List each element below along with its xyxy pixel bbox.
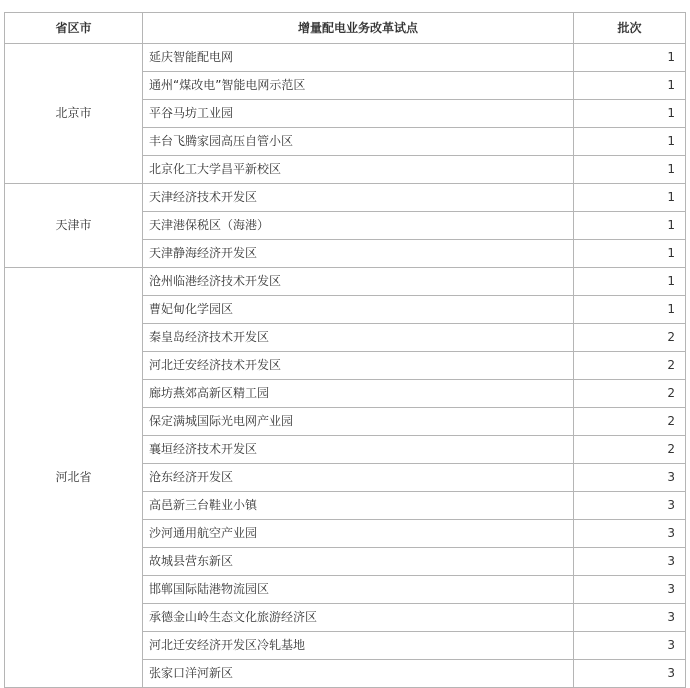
batch-cell: 1	[574, 44, 686, 72]
pilot-name-cell: 天津港保税区（海港）	[143, 212, 574, 240]
batch-cell: 3	[574, 660, 686, 688]
table-row	[5, 184, 686, 212]
pilot-name-cell: 襄垣经济技术开发区	[143, 436, 574, 464]
pilot-name-cell: 河北迁安经济技术开发区	[143, 352, 574, 380]
pilot-name-cell: 高邑新三台鞋业小镇	[143, 492, 574, 520]
batch-cell: 1	[574, 72, 686, 100]
batch-cell: 1	[574, 240, 686, 268]
batch-cell: 1	[574, 128, 686, 156]
pilot-name-cell: 保定满城国际光电网产业园	[143, 408, 574, 436]
province-cell: 河北省	[5, 268, 143, 688]
batch-cell: 3	[574, 520, 686, 548]
batch-cell: 2	[574, 324, 686, 352]
header-batch: 批次	[574, 13, 686, 44]
pilot-name-cell: 通州“煤改电”智能电网示范区	[143, 72, 574, 100]
header-province: 省区市	[5, 13, 143, 44]
batch-cell: 3	[574, 492, 686, 520]
table-row	[5, 268, 686, 296]
pilot-name-cell: 沧州临港经济技术开发区	[143, 268, 574, 296]
batch-cell: 3	[574, 604, 686, 632]
pilot-name-cell: 沙河通用航空产业园	[143, 520, 574, 548]
batch-cell: 3	[574, 576, 686, 604]
batch-cell: 1	[574, 156, 686, 184]
batch-cell: 1	[574, 212, 686, 240]
batch-cell: 3	[574, 632, 686, 660]
batch-cell: 3	[574, 548, 686, 576]
pilot-name-cell: 北京化工大学昌平新校区	[143, 156, 574, 184]
pilot-name-cell: 廊坊燕郊高新区精工园	[143, 380, 574, 408]
batch-cell: 1	[574, 100, 686, 128]
pilot-name-cell: 丰台飞腾家园高压自管小区	[143, 128, 574, 156]
pilot-name-cell: 沧东经济开发区	[143, 464, 574, 492]
batch-cell: 1	[574, 268, 686, 296]
batch-cell: 2	[574, 352, 686, 380]
pilot-name-cell: 天津静海经济开发区	[143, 240, 574, 268]
pilot-name-cell: 承德金山岭生态文化旅游经济区	[143, 604, 574, 632]
pilot-name-cell: 延庆智能配电网	[143, 44, 574, 72]
pilot-name-cell: 曹妃甸化学园区	[143, 296, 574, 324]
pilot-name-cell: 天津经济技术开发区	[143, 184, 574, 212]
batch-cell: 2	[574, 436, 686, 464]
province-cell: 北京市	[5, 44, 143, 184]
table-header-row	[5, 13, 686, 44]
pilot-name-cell: 平谷马坊工业园	[143, 100, 574, 128]
pilot-name-cell: 故城县营东新区	[143, 548, 574, 576]
province-cell: 天津市	[5, 184, 143, 268]
batch-cell: 2	[574, 408, 686, 436]
pilot-name-cell: 秦皇岛经济技术开发区	[143, 324, 574, 352]
batch-cell: 1	[574, 296, 686, 324]
pilot-name-cell: 邯郸国际陆港物流园区	[143, 576, 574, 604]
batch-cell: 1	[574, 184, 686, 212]
batch-cell: 3	[574, 464, 686, 492]
pilot-table	[4, 12, 686, 688]
table-body	[5, 44, 686, 688]
header-pilot: 增量配电业务改革试点	[143, 13, 574, 44]
pilot-name-cell: 河北迁安经济开发区冷轧基地	[143, 632, 574, 660]
batch-cell: 2	[574, 380, 686, 408]
pilot-name-cell: 张家口洋河新区	[143, 660, 574, 688]
table-row	[5, 44, 686, 72]
